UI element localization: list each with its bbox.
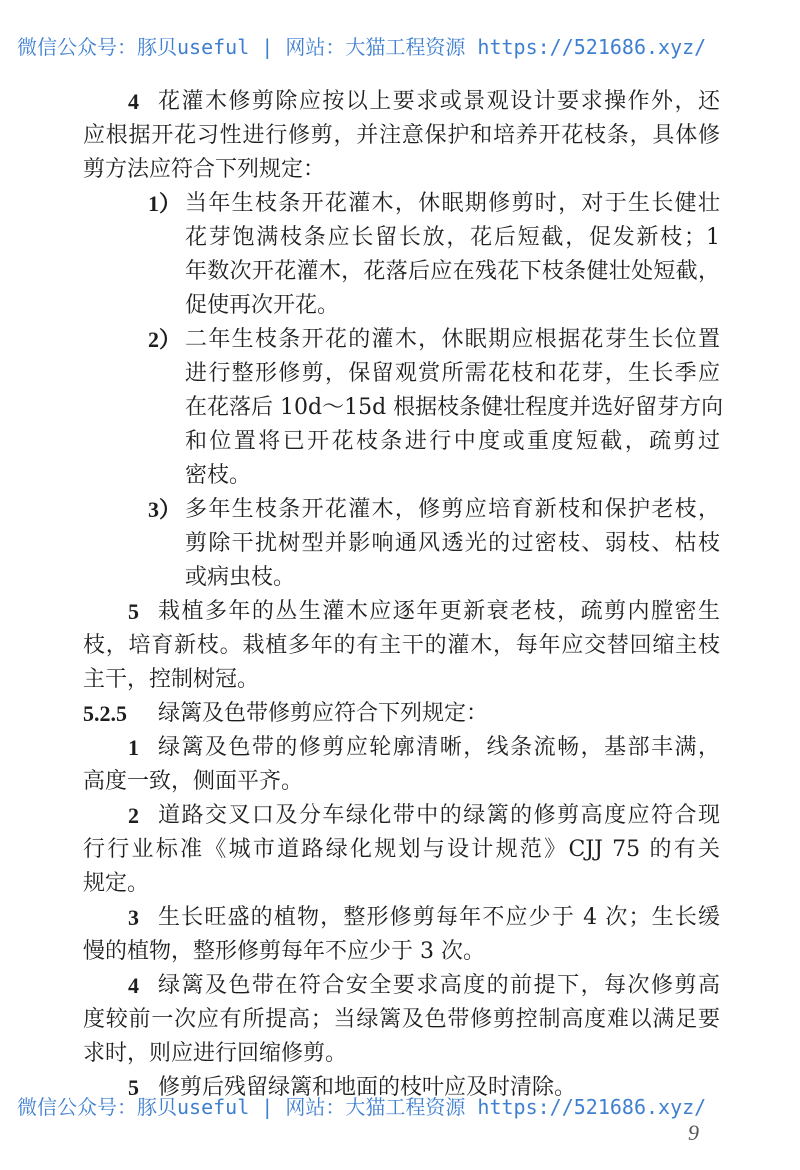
paragraph-line: 2 道路交叉口及分车绿化带中的绿篱的修剪高度应符合现	[83, 799, 720, 833]
paragraph-line: 行行业标准《城市道路绿化规划与设计规范》CJJ 75 的有关	[83, 837, 720, 862]
subitem-line: 年数次开花灌木，花落后应在残花下枝条健壮处短截，	[185, 259, 720, 284]
paragraph-line: 4 绿篱及色带在符合安全要求高度的前提下，每次修剪高	[83, 969, 720, 1003]
paragraph-line: 高度一致，侧面平齐。	[83, 769, 304, 794]
paragraph-line: 度较前一次应有所提高；当绿篱及色带修剪控制高度难以满足要	[83, 1007, 720, 1032]
subitem-line: 密枝。	[185, 463, 252, 488]
item-number: 1）	[148, 191, 182, 216]
paragraph-line: 4 花灌木修剪除应按以上要求或景观设计要求操作外，还	[83, 85, 720, 119]
subitem-line: 1） 当年生枝条开花灌木，休眠期修剪时，对于生长健壮	[83, 187, 720, 221]
item-number: 4	[128, 973, 139, 998]
item-number: 5	[128, 1075, 139, 1100]
paragraph-line: 剪方法应符合下列规定：	[83, 157, 326, 182]
item-number: 3）	[148, 497, 182, 522]
paragraph-line: 5 修剪后残留绿篱和地面的枝叶应及时清除。	[83, 1071, 720, 1105]
item-number: 5	[128, 599, 139, 624]
page-number: 9	[688, 1120, 699, 1145]
section-heading: 5.2.5 绿篱及色带修剪应符合下列规定：	[83, 697, 720, 731]
document-body	[83, 85, 724, 1105]
paragraph-line: 1 绿篱及色带的修剪应轮廓清晰，线条流畅，基部丰满，	[83, 731, 720, 765]
item-number: 1	[128, 735, 139, 760]
paragraph-line: 慢的植物，整形修剪每年不应少于 3 次。	[83, 939, 485, 964]
subitem-line: 促使再次开花。	[185, 293, 340, 318]
paragraph-line: 5 栽植多年的丛生灌木应逐年更新衰老枝，疏剪内膛密生	[83, 595, 720, 629]
paragraph-line: 主干，控制树冠。	[83, 667, 260, 692]
item-number: 2	[128, 803, 139, 828]
subitem-line: 花芽饱满枝条应长留长放，花后短截，促发新枝；1	[185, 225, 720, 250]
subitem-line: 或病虫枝。	[185, 565, 296, 590]
paragraph-line: 枝，培育新枝。栽植多年的有主干的灌木，每年应交替回缩主枝	[83, 633, 720, 658]
subitem-line: 和位置将已开花枝条进行中度或重度短截，疏剪过	[185, 429, 720, 454]
subitem-line: 进行整形修剪，保留观赏所需花枝和花芽，生长季应	[185, 361, 720, 386]
section-number: 5.2.5	[83, 701, 127, 726]
subitem-line: 2） 二年生枝条开花的灌木，休眠期应根据花芽生长位置	[83, 323, 720, 357]
paragraph-line: 应根据开花习性进行修剪，并注意保护和培养开花枝条，具体修	[83, 123, 720, 148]
subitem-line: 3） 多年生枝条开花灌木，修剪应培育新枝和保护老枝，	[83, 493, 720, 527]
paragraph-line: 求时，则应进行回缩修剪。	[83, 1041, 348, 1066]
item-number: 2）	[148, 327, 182, 352]
paragraph-line: 规定。	[83, 871, 150, 896]
subitem-line: 在花落后 10d～15d 根据枝条健壮程度并选好留芽方向	[185, 395, 724, 420]
subitem-line: 剪除干扰树型并影响通风透光的过密枝、弱枝、枯枝	[185, 531, 720, 556]
watermark-footer: 微信公众号：豚贝useful | 网站：大猫工程资源 https://521686.xyz/	[17, 1095, 707, 1119]
item-number: 4	[128, 89, 139, 114]
watermark-header: 微信公众号：豚贝useful | 网站：大猫工程资源 https://521686.xyz/	[17, 35, 707, 59]
item-number: 3	[128, 905, 139, 930]
paragraph-line: 3 生长旺盛的植物，整形修剪每年不应少于 4 次；生长缓	[83, 901, 720, 935]
